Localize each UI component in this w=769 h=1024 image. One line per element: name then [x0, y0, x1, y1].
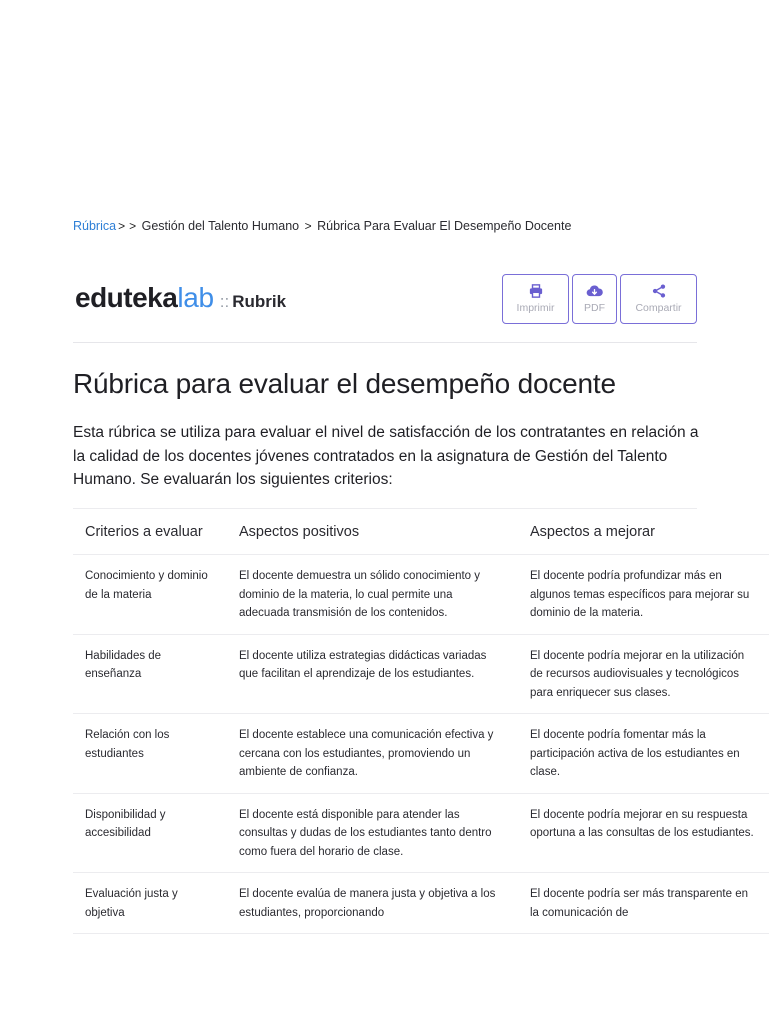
- table-row: [73, 873, 769, 934]
- breadcrumb-separator: >: [118, 219, 126, 233]
- breadcrumb-separator: >: [304, 219, 312, 233]
- table-cell-improve: El docente podría profundizar más en algunos temas específicos para mejorar su dominio de la materia.: [530, 570, 750, 619]
- logo-product-name: Rubrik: [232, 292, 287, 311]
- breadcrumb-link-category[interactable]: Gestión del Talento Humano: [141, 219, 300, 233]
- table-row: [73, 714, 769, 794]
- table-cell-positive: El docente utiliza estrategias didácticas variadas que facilitan el aprendizaje de los estudiantes.: [239, 649, 487, 680]
- table-row: [73, 793, 769, 873]
- pdf-download-button[interactable]: [572, 274, 617, 324]
- page-header: [73, 274, 697, 328]
- breadcrumb: [73, 219, 571, 233]
- column-header-positivos: Aspectos positivos: [239, 524, 360, 540]
- table-cell-improve: El docente podría mejorar en su respuesta oportuna a las consultas de los estudiantes.: [530, 808, 754, 839]
- breadcrumb-current: Rúbrica Para Evaluar El Desempeño Docente: [317, 219, 572, 233]
- page-title: Rúbrica para evaluar el desempeño docente: [73, 368, 616, 399]
- table-cell-improve: El docente podría ser más transparente en la comunicación de: [530, 888, 748, 919]
- logo-separator: ::: [219, 292, 230, 311]
- cloud-download-icon: [586, 284, 603, 298]
- table-cell-improve: El docente podría mejorar en la utilización de recursos audiovisuales y tecnológicos para enriquecer sus clases.: [530, 649, 745, 699]
- table-cell-criterion: Disponibilidad y accesibilidad: [85, 808, 166, 839]
- table-cell-positive: El docente evalúa de manera justa y objetiva a los estudiantes, proporcionando: [239, 888, 496, 919]
- table-row: [73, 555, 769, 635]
- printer-icon: [529, 284, 543, 298]
- breadcrumb-link-rubrica[interactable]: Rúbrica: [73, 219, 117, 233]
- table-cell-positive: El docente establece una comunicación efectiva y cercana con los estudiantes, promoviendo un ambiente de confianza.: [239, 729, 494, 778]
- column-header-mejorar: Aspectos a mejorar: [530, 524, 655, 540]
- table-row: [73, 634, 769, 714]
- print-button[interactable]: [502, 274, 569, 324]
- share-button[interactable]: [620, 274, 697, 324]
- print-label: Imprimir: [516, 302, 555, 314]
- header-divider: [73, 342, 697, 343]
- logo-eduteka-text: eduteka: [75, 282, 178, 313]
- column-header-criterios: Criterios a evaluar: [85, 524, 203, 540]
- logo-rubrik-text: [220, 292, 286, 312]
- table-cell-criterion: Conocimiento y dominio de la materia: [85, 570, 208, 601]
- share-label: Compartir: [635, 302, 682, 314]
- table-cell-criterion: Relación con los estudiantes: [85, 729, 170, 760]
- table-cell-positive: El docente está disponible para atender las consultas y dudas de los estudiantes tanto dentro como fuera del horario de clase.: [239, 808, 492, 858]
- rubric-table-container: [73, 508, 754, 979]
- rubric-table: [73, 509, 769, 934]
- share-icon: [652, 284, 666, 298]
- pdf-label: PDF: [584, 302, 605, 314]
- rubric-description: Esta rúbrica se utiliza para evaluar el nivel de satisfacción de los contratantes en relación a la calidad de los docentes jóvenes contratados en la asignatura de Gestión del Talento Humano. Se evaluarán los siguientes criterios:: [73, 424, 699, 488]
- table-cell-criterion: Evaluación justa y objetiva: [85, 888, 178, 919]
- logo-lab-text: lab: [177, 282, 214, 313]
- eduteka-lab-logo[interactable]: [75, 282, 286, 314]
- table-header-row: [73, 509, 769, 555]
- table-cell-improve: El docente podría fomentar más la participación activa de los estudiantes en clase.: [530, 729, 740, 778]
- action-buttons: [502, 274, 697, 324]
- breadcrumb-separator: >: [129, 219, 137, 233]
- table-cell-positive: El docente demuestra un sólido conocimiento y dominio de la materia, lo cual permite una adecuada transmisión de los contenidos.: [239, 570, 481, 619]
- table-cell-criterion: Habilidades de enseñanza: [85, 649, 162, 680]
